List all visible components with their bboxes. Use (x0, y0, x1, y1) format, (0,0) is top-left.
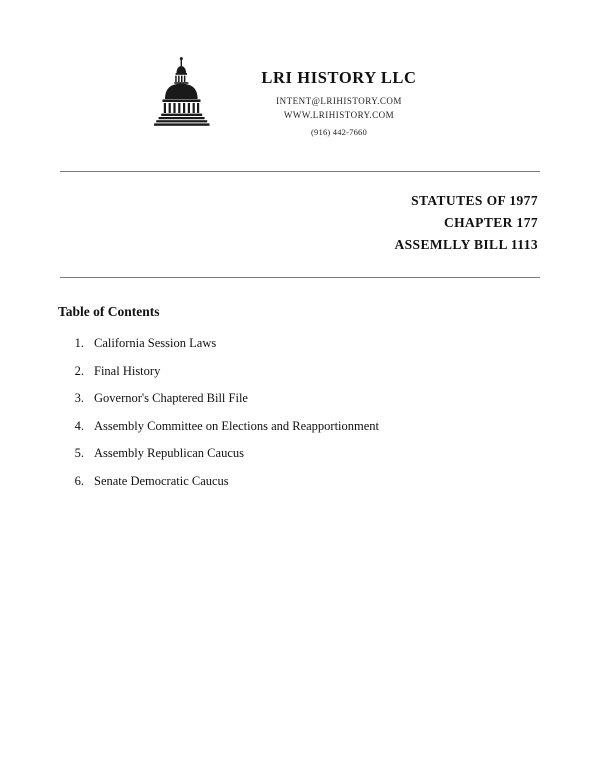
list-item[interactable] (58, 446, 600, 461)
toc-item-label: Governor's Chaptered Bill File (94, 391, 248, 406)
toc-item-number: 5. (74, 446, 84, 461)
list-item[interactable] (58, 391, 600, 406)
letterhead (0, 0, 600, 137)
org-phone: (916) 442-7660 (311, 126, 367, 137)
toc-item-number: 1. (74, 336, 84, 351)
toc-item-label: Assembly Republican Caucus (94, 446, 244, 461)
toc-heading: Table of Contents (58, 304, 160, 320)
list-item[interactable] (58, 474, 600, 489)
toc-list (58, 336, 600, 489)
org-website: WWW.LRIHISTORY.COM (283, 109, 395, 120)
toc-item-number: 3. (74, 391, 84, 406)
list-item[interactable] (58, 336, 600, 351)
toc-item-number: 2. (74, 363, 84, 378)
chapter-number: CHAPTER 177 (443, 214, 538, 230)
org-email: INTENT@LRIHISTORY.COM (276, 96, 402, 106)
toc-item-label: Assembly Committee on Elections and Reapportionment (94, 418, 380, 433)
toc-item-number: 4. (74, 418, 84, 433)
capitol-dome-icon (146, 56, 218, 128)
list-item[interactable] (58, 364, 600, 379)
toc-item-label: Final History (94, 363, 161, 378)
statutes-year: STATUTES OF 1977 (411, 192, 538, 208)
title-block (0, 172, 600, 256)
toc-item-label: Senate Democratic Caucus (94, 473, 229, 488)
toc-item-number: 6. (74, 473, 84, 488)
list-item[interactable] (58, 419, 600, 434)
org-info (224, 56, 454, 137)
toc-item-label: California Session Laws (94, 336, 217, 351)
org-name: LRI HISTORY LLC (261, 68, 417, 87)
table-of-contents (0, 278, 600, 489)
bill-number: ASSEMLLY BILL 1113 (394, 236, 538, 252)
